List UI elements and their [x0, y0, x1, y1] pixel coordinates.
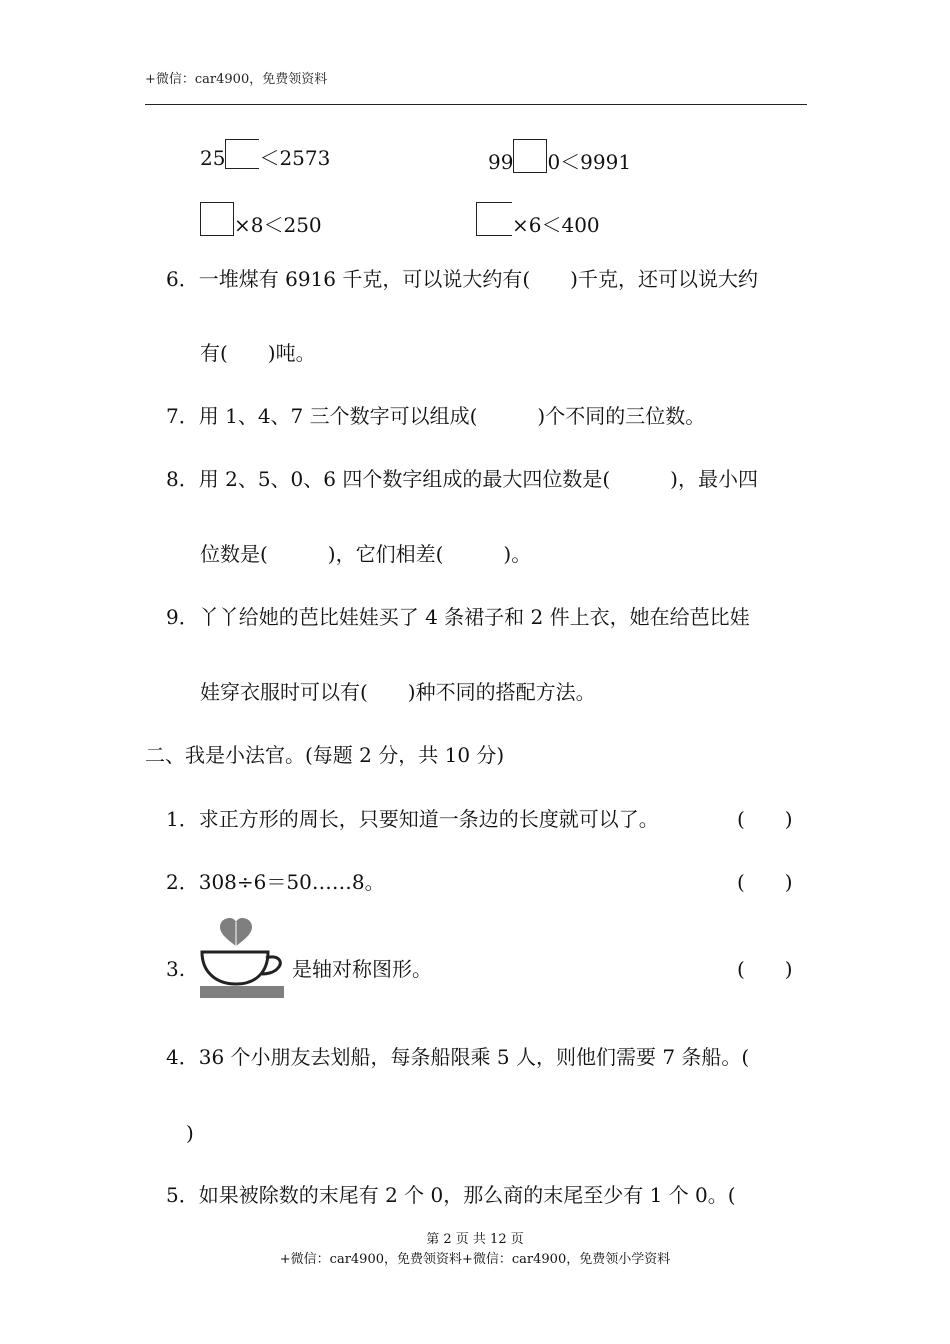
question-text: 用 2、5、0、6 四个数字组成的最大四位数是( )，最小四 — [198, 467, 758, 491]
answer-paren[interactable]: ( ) — [737, 957, 793, 981]
footer-watermark: +微信：car4900，免费领资料+微信：car4900，免费领小学资料 — [279, 1252, 671, 1267]
question-9 — [166, 604, 750, 630]
answer-paren[interactable]: ( ) — [737, 870, 793, 894]
question-number: 6． — [166, 267, 199, 291]
question-number: 5． — [166, 1183, 199, 1207]
question-text: 如果被除数的末尾有 2 个 0，那么商的末尾至少有 1 个 0。( — [198, 1183, 736, 1207]
question-number: 9． — [166, 605, 199, 629]
fill-item-b-right: 0＜9991 — [547, 150, 632, 174]
question-number: 8． — [166, 467, 199, 491]
judge-question-2 — [166, 869, 385, 895]
header-divider — [145, 104, 807, 105]
question-number: 1． — [166, 807, 199, 831]
fill-item-d — [476, 202, 600, 238]
question-9-cont: 娃穿衣服时可以有( )种不同的搭配方法。 — [200, 680, 596, 704]
question-6 — [166, 266, 758, 292]
judge-question-1 — [166, 806, 659, 832]
judge-question-5 — [166, 1182, 736, 1208]
fill-item-c-right: ×8＜250 — [234, 213, 322, 237]
judge-question-3-text: 是轴对称图形。 — [292, 957, 432, 981]
fill-item-a-right: ＜2573 — [259, 146, 331, 170]
header-watermark: +微信：car4900，免费领资料 — [145, 72, 328, 87]
judge-question-3-number: 3. — [166, 957, 186, 981]
question-number: 7． — [166, 404, 199, 428]
question-6-cont: 有( )吨。 — [200, 341, 316, 365]
question-number: 2． — [166, 870, 199, 894]
fill-item-a — [200, 139, 330, 171]
fill-item-a-left: 25 — [200, 146, 226, 170]
judge-question-4 — [166, 1044, 749, 1070]
answer-box[interactable] — [476, 202, 512, 236]
fill-item-b — [488, 139, 631, 175]
question-7 — [166, 403, 705, 429]
answer-paren[interactable]: ( ) — [737, 807, 793, 831]
section-2-title: 二、我是小法官。(每题 2 分，共 10 分) — [145, 743, 505, 767]
question-text: 丫丫给她的芭比娃娃买了 4 条裙子和 2 件上衣，她在给芭比娃 — [198, 605, 750, 629]
answer-box[interactable] — [225, 139, 259, 169]
judge-question-4-cont[interactable]: ) — [186, 1121, 194, 1145]
question-text: 308÷6＝50……8。 — [198, 870, 385, 894]
fill-item-c — [200, 202, 322, 238]
question-text: 36 个小朋友去划船，每条船限乘 5 人，则他们需要 7 条船。( — [198, 1045, 750, 1069]
cup-with-heart-icon — [198, 918, 288, 1006]
fill-item-d-right: ×6＜400 — [512, 213, 600, 237]
question-text: 求正方形的周长，只要知道一条边的长度就可以了。 — [198, 807, 659, 831]
question-8 — [166, 466, 758, 492]
fill-item-b-left: 99 — [488, 150, 514, 174]
page-number: 第 2 页 共 12 页 — [426, 1232, 524, 1247]
question-text: 一堆煤有 6916 千克，可以说大约有( )千克，还可以说大约 — [198, 267, 758, 291]
question-8-cont: 位数是( )，它们相差( )。 — [200, 542, 532, 566]
answer-box[interactable] — [513, 139, 547, 173]
question-number: 4． — [166, 1045, 199, 1069]
answer-box[interactable] — [200, 202, 234, 236]
question-text: 用 1、4、7 三个数字可以组成( )个不同的三位数。 — [198, 404, 706, 428]
